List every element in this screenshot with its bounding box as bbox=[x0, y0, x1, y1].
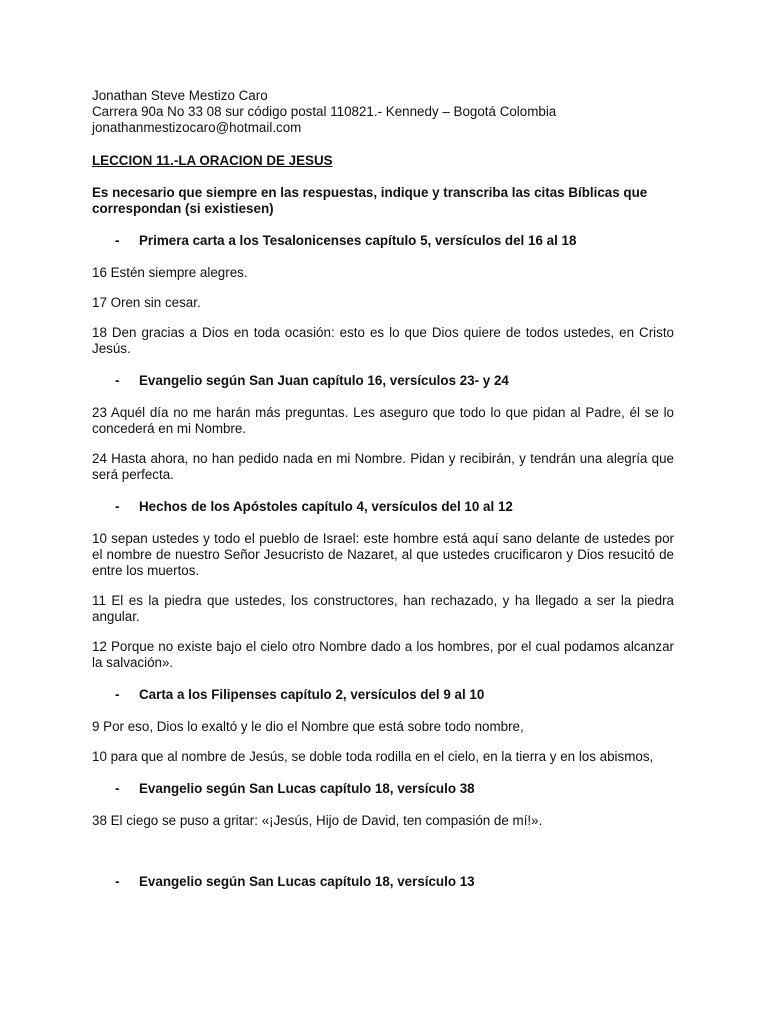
bullet-dash: - bbox=[115, 233, 120, 248]
section-heading bbox=[92, 781, 674, 797]
scripture-section bbox=[92, 781, 674, 829]
bullet-dash: - bbox=[115, 781, 120, 796]
section-heading bbox=[92, 874, 674, 890]
section-heading-text: Evangelio según San Juan capítulo 16, versículos 23- y 24 bbox=[139, 373, 509, 388]
verse-paragraph: 10 para que al nombre de Jesús, se doble toda rodilla en el cielo, en la tierra y en los abismos, bbox=[92, 749, 654, 764]
bullet-dash: - bbox=[115, 373, 120, 388]
section-heading-text: Hechos de los Apóstoles capítulo 4, versículos del 10 al 12 bbox=[139, 499, 513, 514]
scripture-section bbox=[92, 373, 674, 483]
bullet-dash: - bbox=[115, 687, 120, 702]
bullet-dash: - bbox=[115, 874, 120, 889]
scripture-section bbox=[92, 233, 674, 357]
verse-paragraph: 18 Den gracias a Dios en toda ocasión: esto es lo que Dios quiere de todos ustedes, en Cristo Jesús. bbox=[92, 325, 674, 356]
verse-paragraph: 23 Aquél día no me harán más preguntas. Les aseguro que todo lo que pidan al Padre, él se lo concederá en mi Nombre. bbox=[92, 405, 674, 436]
section-heading bbox=[92, 687, 674, 703]
author-email: jonathanmestizocaro@hotmail.com bbox=[92, 120, 302, 135]
scripture-sections bbox=[92, 233, 674, 890]
bullet-dash: - bbox=[115, 499, 120, 514]
section-heading-text: Evangelio según San Lucas capítulo 18, versículo 38 bbox=[139, 781, 475, 796]
scripture-section bbox=[92, 874, 674, 890]
verse-paragraph: 24 Hasta ahora, no han pedido nada en mi Nombre. Pidan y recibirán, y tendrán una alegría que será perfecta. bbox=[92, 451, 674, 482]
section-heading bbox=[92, 233, 674, 249]
author-address: Carrera 90a No 33 08 sur código postal 110821.- Kennedy – Bogotá Colombia bbox=[92, 104, 557, 119]
section-heading-text: Primera carta a los Tesalonicenses capítulo 5, versículos del 16 al 18 bbox=[139, 233, 577, 248]
section-heading-text: Carta a los Filipenses capítulo 2, versículos del 9 al 10 bbox=[139, 687, 485, 702]
verse-paragraph: 38 El ciego se puso a gritar: «¡Jesús, Hijo de David, ten compasión de mí!». bbox=[92, 813, 543, 828]
author-name: Jonathan Steve Mestizo Caro bbox=[92, 88, 268, 103]
lesson-instructions: Es necesario que siempre en las respuestas, indique y transcriba las citas Bíblicas que correspondan (si existiesen) bbox=[92, 185, 648, 216]
section-heading bbox=[92, 373, 674, 389]
verse-paragraph: 12 Porque no existe bajo el cielo otro Nombre dado a los hombres, por el cual podamos alcanzar la salvación». bbox=[92, 639, 674, 670]
scripture-section bbox=[92, 687, 674, 765]
document-page bbox=[92, 88, 674, 890]
section-heading bbox=[92, 499, 674, 515]
section-heading-text: Evangelio según San Lucas capítulo 18, versículo 13 bbox=[139, 874, 475, 889]
verse-paragraph: 16 Estén siempre alegres. bbox=[92, 265, 248, 280]
verse-paragraph: 17 Oren sin cesar. bbox=[92, 295, 201, 310]
scripture-section bbox=[92, 499, 674, 671]
verse-paragraph: 9 Por eso, Dios lo exaltó y le dio el Nombre que está sobre todo nombre, bbox=[92, 719, 524, 734]
verse-paragraph: 11 El es la piedra que ustedes, los constructores, han rechazado, y ha llegado a ser la piedra angular. bbox=[92, 593, 674, 624]
lesson-title: LECCION 11.-LA ORACION DE JESUS bbox=[92, 153, 333, 168]
verse-paragraph: 10 sepan ustedes y todo el pueblo de Israel: este hombre está aquí sano delante de ustedes por el nombre de nuestro Señor Jesucristo de Nazaret, al que ustedes crucificaron y Dios resucitó de entre los muertos. bbox=[92, 531, 674, 578]
